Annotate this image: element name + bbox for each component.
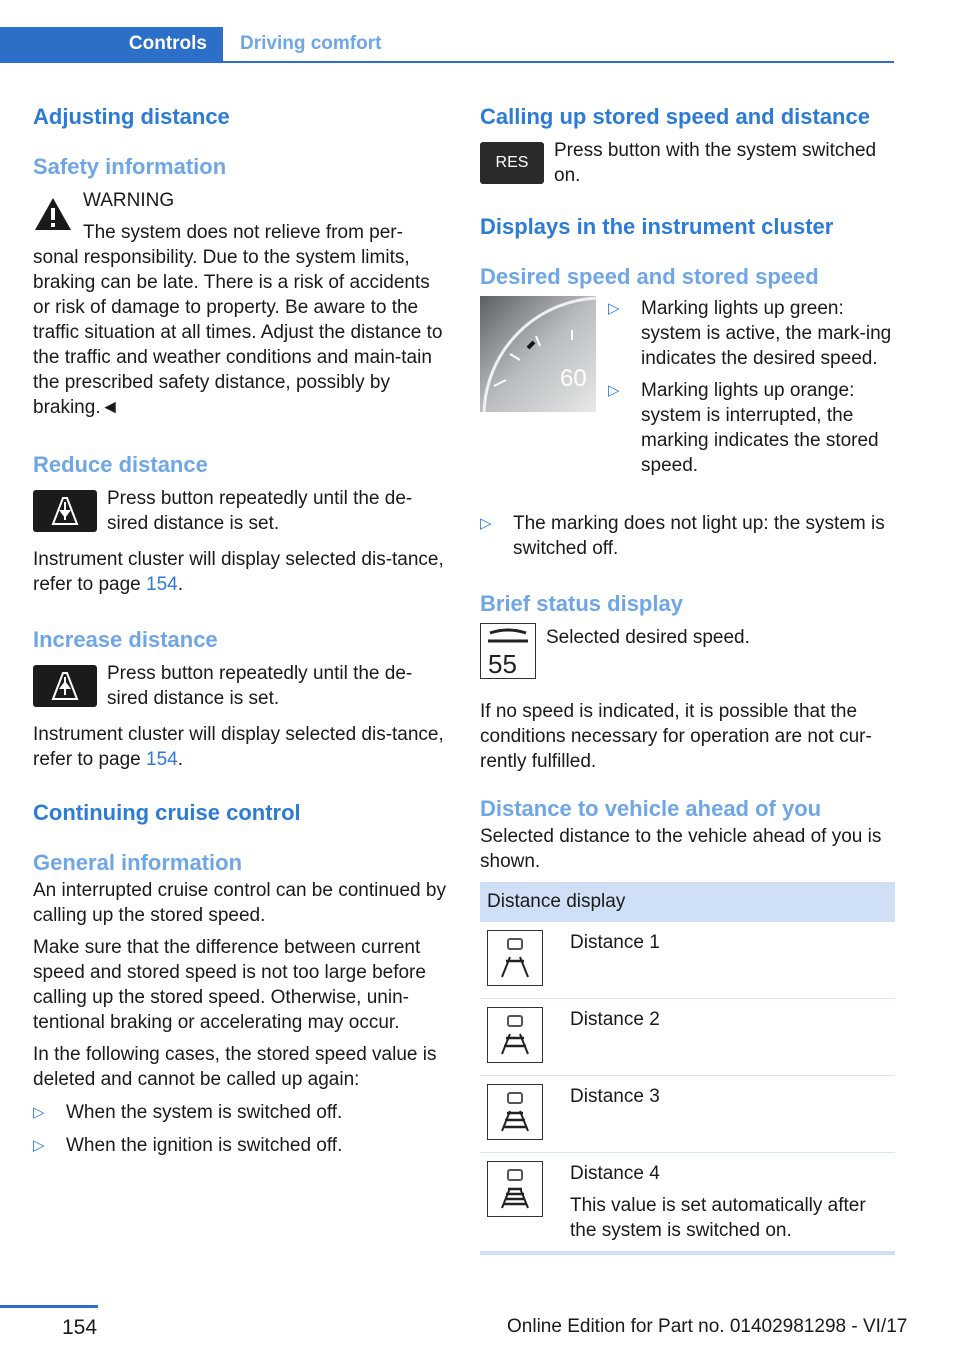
table-row xyxy=(480,922,895,999)
heading-continuing-cruise-control: Continuing cruise control xyxy=(33,800,301,825)
brief-status-block xyxy=(480,625,895,685)
tab-driving-comfort[interactable]: Driving comfort xyxy=(240,33,382,54)
heading-desired-speed: Desired speed and stored speed xyxy=(480,264,819,289)
distance-label: Distance 1 xyxy=(570,932,660,953)
table-header: Distance display xyxy=(480,882,895,922)
general-paragraph-3: In the following cases, the stored speed value is deleted and cannot be called up again: xyxy=(33,1044,437,1090)
bullet-triangle-icon: ▷ xyxy=(608,382,620,399)
desired-speed-block xyxy=(480,296,895,511)
list-item: ▷ Marking lights up orange: system is interrupted, the marking indicates the stored speed. xyxy=(608,380,879,476)
distance-label: Distance 3 xyxy=(570,1086,660,1107)
table-row xyxy=(480,1076,895,1153)
increase-text: Press button repeatedly until the de-sired distance is set. xyxy=(107,663,413,709)
speedometer-image xyxy=(480,296,596,412)
general-paragraph-2: Make sure that the difference between current speed and stored speed is not too large before calling up the stored speed. Otherwise, unin-tentional braking or accelerating may occur. xyxy=(33,937,426,1033)
no-speed-text: If no speed is indicated, it is possible that the conditions necessary for operation are not cur-rently fulfilled. xyxy=(480,701,872,772)
edition-text: Online Edition for Part no. 01402981298 - VI/17 xyxy=(507,1316,908,1337)
reduce-cluster-text: Instrument cluster will display selected dis-tance, refer to page 154. xyxy=(33,549,444,595)
brief-text: Selected desired speed. xyxy=(546,627,750,648)
table-row xyxy=(480,1153,895,1255)
distance-table xyxy=(480,882,895,1255)
reduce-text: Press button repeatedly until the de-sired distance is set. xyxy=(107,488,413,534)
distance-1-icon xyxy=(487,930,543,986)
bullet-triangle-icon: ▷ xyxy=(33,1104,45,1121)
heading-calling-up-stored-speed: Calling up stored speed and distance xyxy=(480,104,870,129)
reduce-distance-button-icon xyxy=(33,490,97,532)
distance-ahead-text: Selected distance to the vehicle ahead of you is shown. xyxy=(480,826,882,872)
list-item: ▷ When the system is switched off. xyxy=(33,1102,343,1123)
brief-number: 55 xyxy=(488,649,517,679)
distance-3-icon xyxy=(487,1084,543,1140)
warning-label: WARNING xyxy=(83,190,175,211)
bullet-triangle-icon: ▷ xyxy=(608,300,620,317)
right-column xyxy=(480,100,895,1255)
warning-text: The system does not relieve from per-sonal responsibility. Due to the system limits, braking can be late. There is a risk of accidents or risk of damage to property. Be aware to the traffic situation at all times. Adjust the distance to the traffic and weather conditions and main-tain the prescribed safety distance, possibly by braking.◄ xyxy=(33,222,443,418)
brief-status-icon xyxy=(480,623,536,679)
warning-triangle-icon xyxy=(33,196,73,232)
increase-cluster-text: Instrument cluster will display selected dis-tance, refer to page 154. xyxy=(33,724,444,770)
heading-distance-ahead: Distance to vehicle ahead of you xyxy=(480,796,822,821)
heading-displays: Displays in the instrument cluster xyxy=(480,214,834,239)
heading-brief-status: Brief status display xyxy=(480,591,683,616)
heading-adjusting-distance: Adjusting distance xyxy=(33,104,230,129)
bullet-triangle-icon: ▷ xyxy=(33,1137,45,1154)
header-bar xyxy=(0,27,894,63)
table-row xyxy=(480,999,895,1076)
heading-increase-distance: Increase distance xyxy=(33,627,218,652)
warning-block xyxy=(33,188,448,420)
general-paragraph-1: An interrupted cruise control can be continued by calling up the stored speed. xyxy=(33,880,446,926)
distance-label-with-note: Distance 4 This value is set automatically after the system is switched on. xyxy=(570,1163,866,1241)
res-block xyxy=(480,138,895,198)
increase-block xyxy=(33,661,448,711)
list-item: ▷ The marking does not light up: the system is switched off. xyxy=(480,513,885,559)
calling-text: Press button with the system switched on. xyxy=(554,140,877,186)
list-item: ▷ Marking lights up green: system is active, the mark-ing indicates the desired speed. xyxy=(608,298,892,369)
bullet-triangle-icon: ▷ xyxy=(480,515,492,532)
distance-label: Distance 2 xyxy=(570,1009,660,1030)
gauge-number: 60 xyxy=(560,365,587,392)
distance-2-icon xyxy=(487,1007,543,1063)
heading-safety-information: Safety information xyxy=(33,154,227,179)
res-button-icon: RES xyxy=(480,142,544,184)
page-number: 154 xyxy=(62,1316,98,1339)
list-item: ▷ When the ignition is switched off. xyxy=(33,1135,343,1156)
distance-4-icon xyxy=(487,1161,543,1217)
footer-line xyxy=(0,1305,98,1308)
increase-distance-button-icon xyxy=(33,665,97,707)
page-link[interactable]: 154 xyxy=(146,749,178,770)
heading-reduce-distance: Reduce distance xyxy=(33,452,208,477)
left-column xyxy=(33,100,448,1158)
page-link[interactable]: 154 xyxy=(146,574,178,595)
heading-general-information: General information xyxy=(33,850,243,875)
reduce-block xyxy=(33,486,448,536)
tab-controls[interactable]: Controls xyxy=(0,27,223,61)
